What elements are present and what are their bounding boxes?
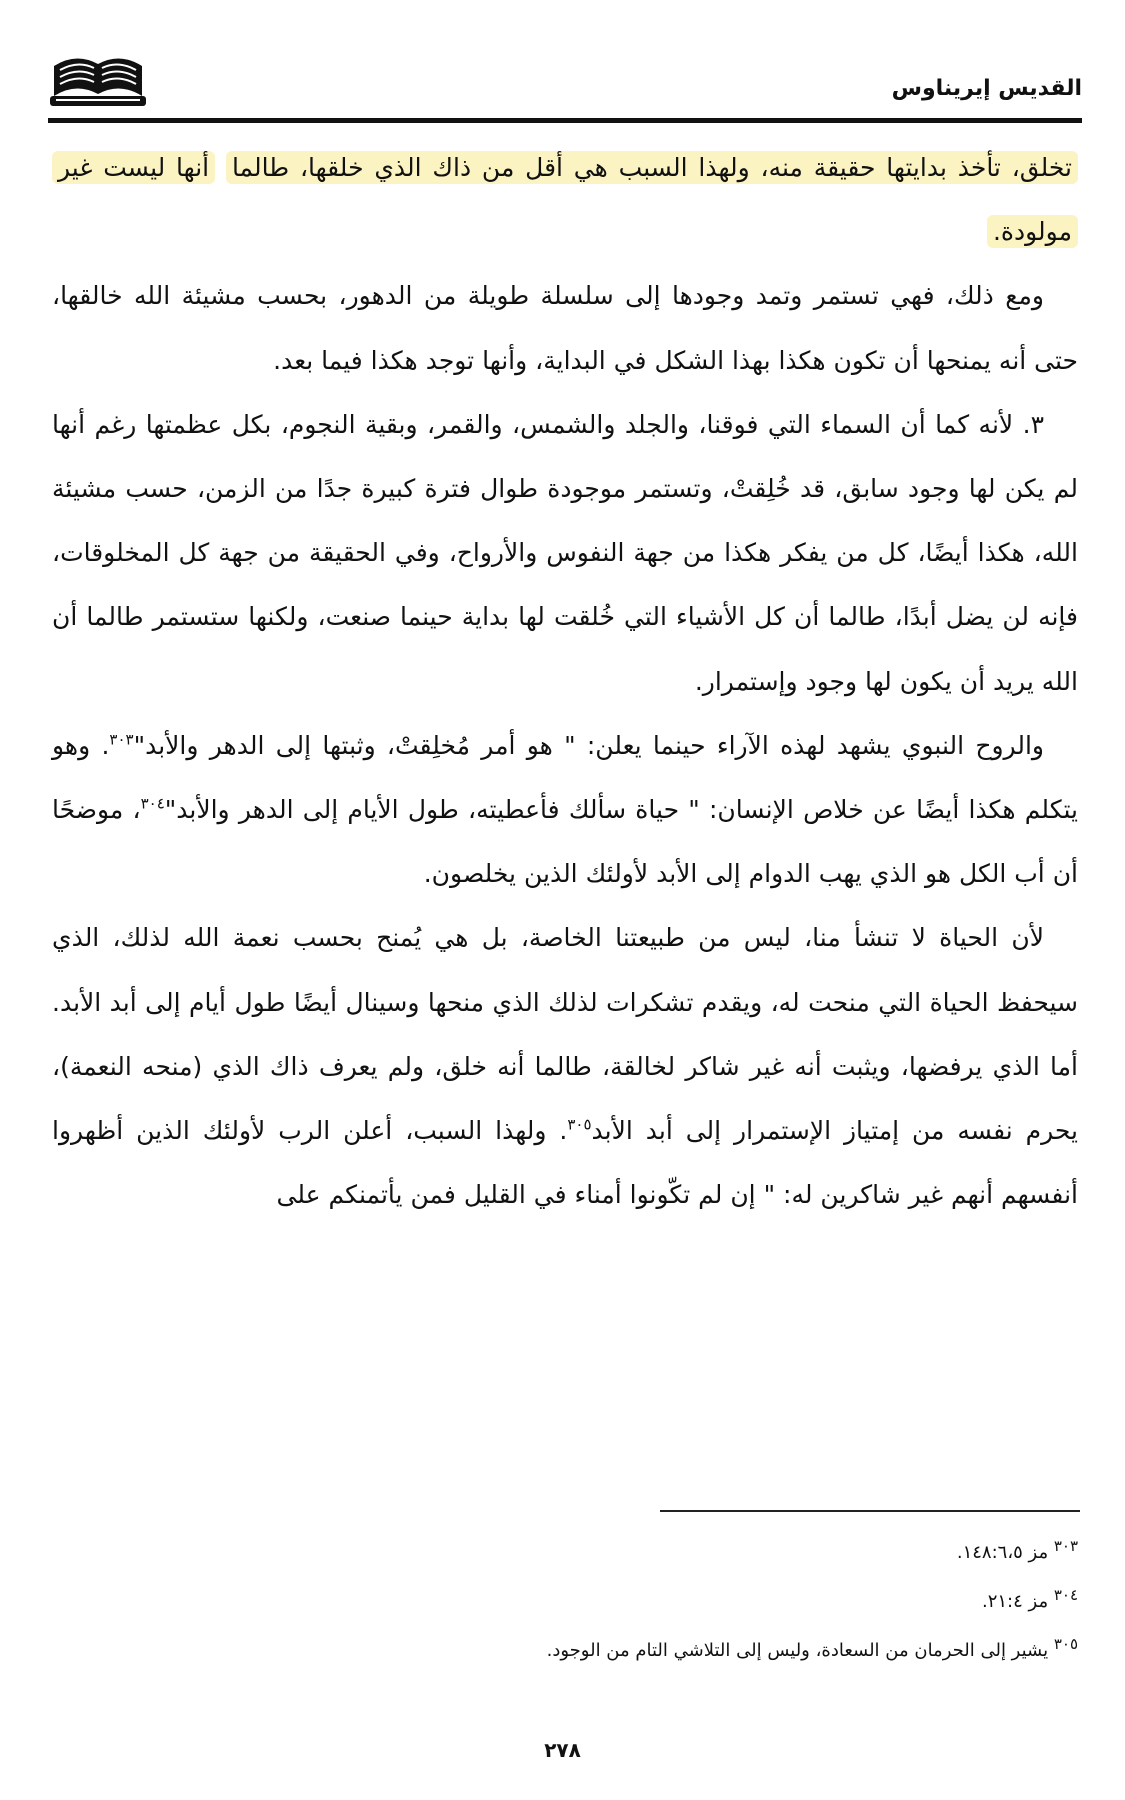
highlighted-paragraph [52, 136, 1078, 264]
footnote-ref-304: ٣٠٤ [140, 794, 165, 813]
page-header [48, 40, 1082, 120]
paragraph-1: ومع ذلك، فهي تستمر وتمد وجودها إلى سلسلة طويلة من الدهور، بحسب مشيئة الله خالقها، حتى أنه يمنحها أن تكون هكذا بهذا الشكل في البداية، وأنها توجد هكذا فيما بعد. [52, 281, 1078, 375]
paragraph-4 [52, 906, 1078, 1227]
paragraph-4-text-2: . ولهذا السبب، أعلن الرب لأولئك الذين أظهروا أنفسهم أنهم غير شاكرين له: " إن لم تكّونوا أمناء في القليل فمن يأتمنكم على [52, 1116, 1078, 1210]
paragraph-3 [52, 714, 1078, 907]
footnote-text: يشير إلى الحرمان من السعادة، وليس إلى التلاشي التام من الوجود. [546, 1640, 1049, 1661]
footnote-number: ٣٠٤ [1053, 1586, 1078, 1604]
footnote-ref-303: ٣٠٣ [109, 730, 134, 749]
footnote [52, 1528, 1078, 1577]
open-book-icon [48, 44, 148, 110]
paragraph-4-text-1: لأن الحياة لا تنشأ منا، ليس من طبيعتنا الخاصة، بل هي يُمنح بحسب نعمة الله لذلك، الذي سيحفظ الحياة التي منحت له، ويقدم تشكرات لذلك الذي منحها وسينال أيضًا طول أيام إلى أبد الأبد. أما الذي يرفضها، ويثبت أنه غير شاكر لخالقة، طالما أنه خلق، ولم يعرف ذاك الذي (منحه النعمة)، يحرم نفسه من إمتياز الإستمرار إلى أبد الأبد [52, 923, 1079, 1146]
footnote-number: ٣٠٥ [1053, 1635, 1078, 1653]
footnote [52, 1577, 1078, 1626]
footnote [52, 1626, 1078, 1675]
highlight-line-1: تخلق، تأخذ بدايتها حقيقة منه، ولهذا السبب هي أقل من ذاك الذي خلقها، طالما [226, 151, 1078, 184]
page-number: ٢٧٨ [544, 1738, 581, 1762]
header-rule [48, 118, 1082, 123]
footnote-text: مز ٢١:٤. [981, 1591, 1049, 1612]
highlight-line-2: أنها ليست غير مولودة. [52, 151, 1078, 248]
footnotes [52, 1528, 1078, 1675]
footnote-ref-305: ٣٠٥ [567, 1115, 592, 1134]
running-head: القديس إيريناوس [891, 76, 1082, 101]
paragraph-3-text-1: والروح النبوي يشهد لهذه الآراء حينما يعلن: " هو أمر مُخلِقتْ، وثبتها إلى الدهر والأبد" [133, 730, 1044, 760]
footnote-separator [660, 1510, 1080, 1512]
main-text [52, 136, 1078, 1227]
paragraph-2: ٣. لأنه كما أن السماء التي فوقنا، والجلد والشمس، والقمر، وبقية النجوم، بكل عظمتها رغم أنها لم يكن لها وجود سابق، قد خُلِقتْ، وتستمر موجودة طوال فترة كبيرة جدًا من الزمن، حسب مشيئة الله، هكذا أيضًا، كل من يفكر هكذا من جهة النفوس والأرواح، وفي الحقيقة من جهة كل المخلوقات، فإنه لن يضل أبدًا، طالما أن كل الأشياء التي خُلقت لها بداية حينما صنعت، ولكنها ستستمر طالما أن الله يريد أن يكون لها وجود وإستمرار. [52, 409, 1078, 696]
footnote-number: ٣٠٣ [1053, 1537, 1078, 1555]
paragraph-3-text-3: ، موضحًا أن أب الكل هو الذي يهب الدوام إلى الأبد لأولئك الذين يخلصون. [52, 795, 1078, 889]
footnote-text: مز ١٤٨:٦،٥. [956, 1542, 1049, 1563]
paragraph-3-text-2: . وهو يتكلم هكذا أيضًا عن خلاص الإنسان: " حياة سألك فأعطيته، طول الأيام إلى الدهر والأبد" [52, 730, 1079, 825]
